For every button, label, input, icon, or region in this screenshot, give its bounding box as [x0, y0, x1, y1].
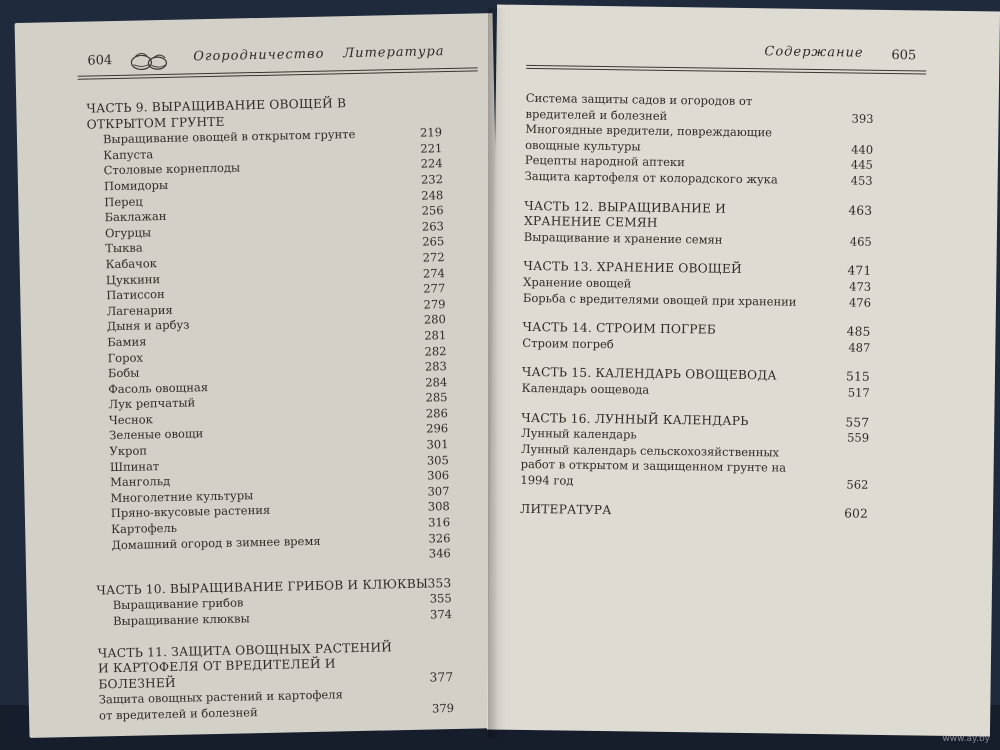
toc-entry: 346: [428, 546, 451, 561]
left-toc: [86, 94, 454, 724]
toc-entry: Выращивание и хранение семян 465: [523, 229, 872, 249]
toc-entry: Огурцы 263: [104, 218, 445, 240]
left-page-number: 604: [87, 53, 113, 69]
toc-entry: Дыня и арбуз 280: [106, 312, 447, 334]
toc-entry: Лук репчатый 285: [108, 390, 448, 412]
toc-part: ЧАСТЬ 12. ВЫРАЩИВАНИЕ И ХРАНЕНИЕ СЕМЯН 463: [523, 198, 873, 230]
toc-entry: Система защиты садов и огородов от вредителей и болезней 393: [525, 90, 874, 126]
toc-entry: Картофель 316: [111, 515, 451, 537]
toc-entry: Лунный календарь сельскохозяйственных работ в открытом и защищенном грунте на 1994 год 562: [520, 441, 869, 492]
toc-entry: Календарь оощевода 517: [521, 380, 870, 400]
toc-entry: Бамия 281: [107, 328, 447, 350]
toc-part: ЧАСТЬ 16. ЛУННЫЙ КАЛЕНДАРЬ 557: [521, 410, 870, 430]
toc-entry: Рецепты народной аптеки 445: [524, 153, 873, 173]
toc-part: ЧАСТЬ 11. ЗАЩИТА ОВОЩНЫХ РАСТЕНИЙ И КАРТОФЕЛЯ ОТ ВРЕДИТЕЛЕЙ И БОЛЕЗНЕЙ 377: [97, 639, 454, 692]
watermark: www.ay.by: [942, 734, 990, 744]
book-title-header: Огородничество: [193, 46, 325, 65]
toc-entry: Помидоры 232: [103, 172, 444, 194]
toc-entry: Цуккини 274: [105, 265, 446, 287]
toc-entry: Пряно-вкусовые растения 308: [110, 499, 450, 521]
toc-entry: Выращивание грибов 355: [112, 591, 452, 613]
toc-entry: Домашний огород в зимнее время 326: [111, 530, 451, 552]
toc-entry: Мангольд 306: [110, 468, 450, 490]
toc-entry: Борьба с вредителями овощей при хранении 476: [522, 290, 872, 310]
toc-entry: Столовые корнеплоды 224: [103, 156, 443, 178]
right-toc: [520, 91, 874, 523]
toc-part: ЧАСТЬ 14. СТРОИМ ПОГРЕБ 485: [522, 320, 871, 339]
right-page: [487, 5, 1000, 737]
toc-entry: Укроп 301: [109, 437, 449, 459]
toc-entry: Хранение овощей 473: [523, 274, 872, 294]
toc-entry: Кабачок 272: [105, 250, 445, 272]
vegetable-logo-icon: [127, 50, 173, 73]
toc-entry: Баклажан 256: [104, 203, 444, 225]
toc-entry: Горох 282: [107, 343, 447, 365]
toc-entry: Защита овощных растений и картофеля от вредителей и болезней 379: [98, 687, 455, 723]
toc-entry: Лагенария 279: [106, 296, 446, 318]
right-page-number: 605: [891, 48, 917, 64]
toc-part: ЧАСТЬ 10. ВЫРАЩИВАНИЕ ГРИБОВ И КЛЮКВЫ 353: [96, 575, 452, 598]
toc-entry: Строим погреб 487: [522, 335, 871, 355]
toc-entry: Выращивание овощей в открытом грунте 219: [102, 125, 443, 147]
toc-entry: Чеснок 286: [108, 405, 448, 428]
toc-entry: Перец 248: [104, 187, 444, 209]
toc-part: ЛИТЕРАТУРА 602: [519, 502, 869, 522]
toc-entry: Защита картофеля от колорадского жука 453: [524, 168, 873, 188]
section-header: Литература: [343, 44, 445, 62]
toc-entry: Многолетние культуры 307: [110, 483, 450, 506]
toc-entry: Капуста 221: [103, 140, 443, 163]
toc-entry: Зеленые овощи 296: [109, 421, 449, 443]
toc-entry: Бобы 283: [107, 359, 447, 381]
toc-entry: Многоядные вредители, повреждающие овощные культуры 440: [525, 122, 874, 157]
toc-part: ЧАСТЬ 13. ХРАНЕНИЕ ОВОЩЕЙ 471: [523, 259, 872, 279]
toc-part: ЧАСТЬ 15. КАЛЕНДАРЬ ОВОЩЕВОДА 515: [521, 365, 871, 385]
left-page: [15, 13, 508, 738]
toc-entry: Патиссон 277: [106, 281, 446, 303]
toc-entry: Выращивание клюквы 374: [112, 607, 453, 629]
contents-header: Содержание: [764, 44, 864, 61]
toc-entry: Тыква 265: [105, 234, 445, 256]
toc-entry: Шпинат 305: [109, 452, 449, 474]
toc-entry: Фасоль овощная 284: [108, 374, 448, 396]
toc-part: ЧАСТЬ 9. ВЫРАЩИВАНИЕ ОВОЩЕЙ В ОТКРЫТОМ ГРУНТЕ: [86, 96, 347, 132]
toc-entry: Лунный календарь 559: [521, 425, 870, 445]
